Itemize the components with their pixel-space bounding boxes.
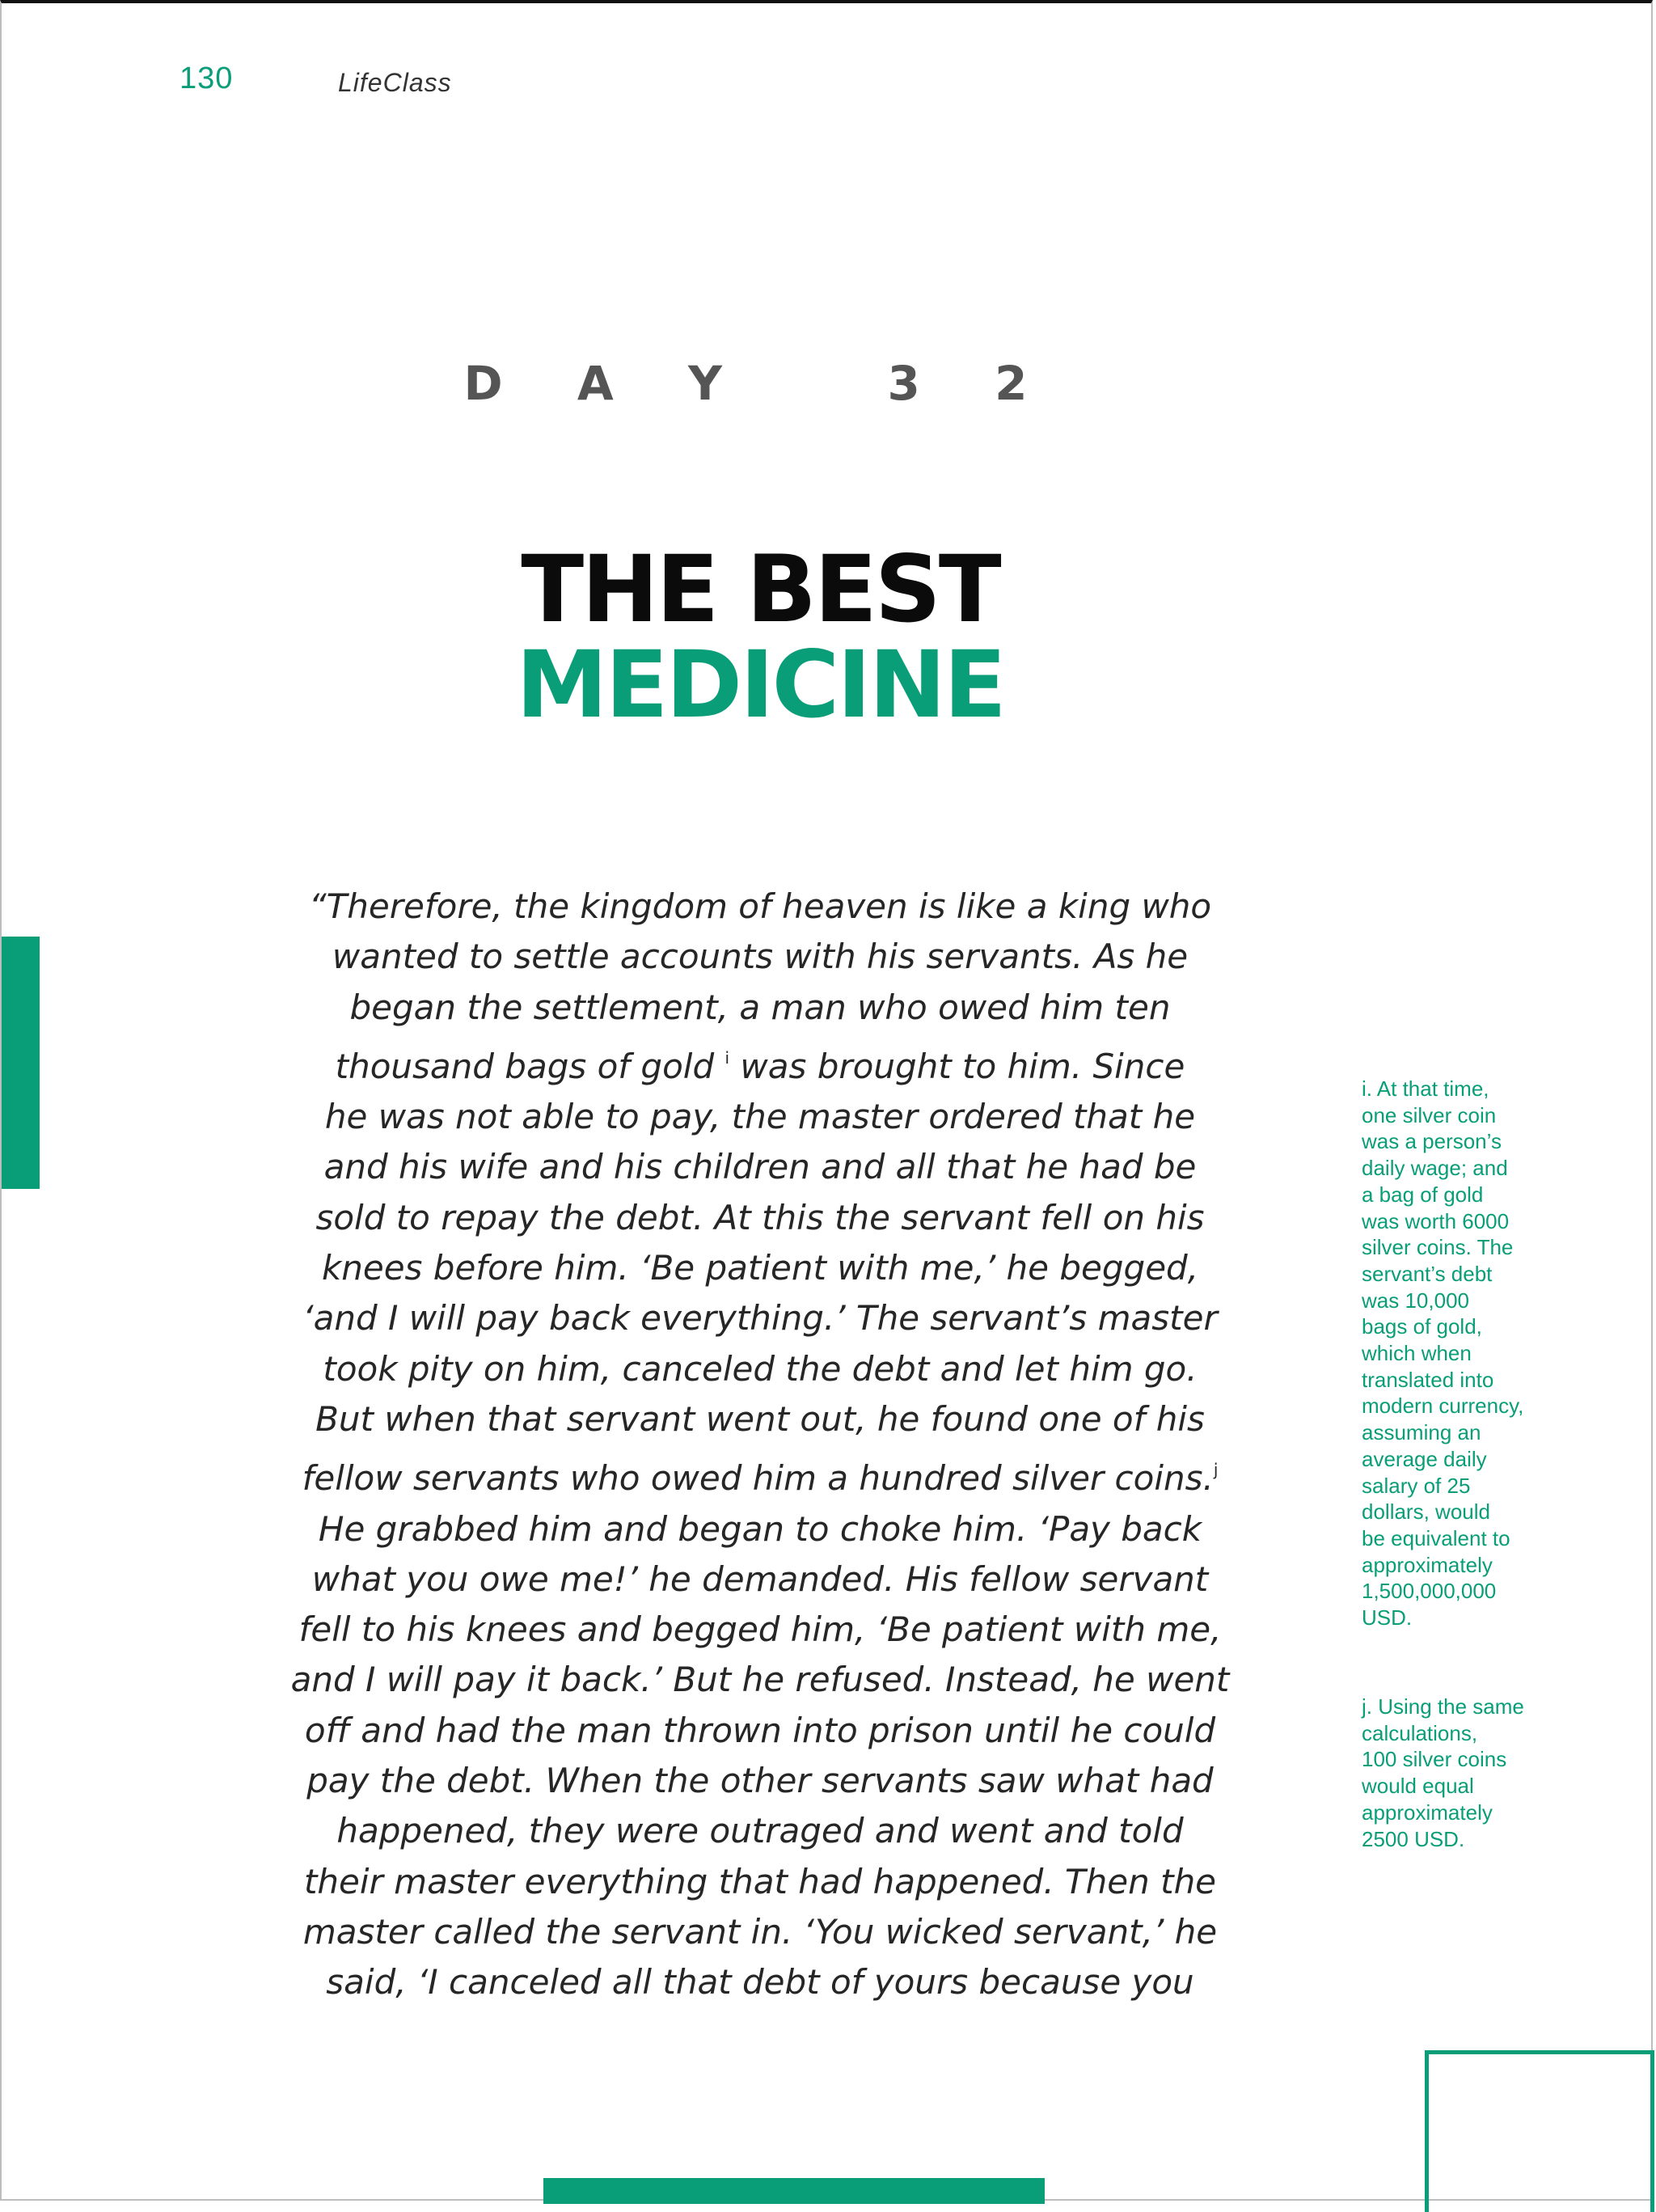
body-line: what you owe me!’ he demanded. His fellow servant bbox=[311, 1559, 1209, 1599]
body-line: wanted to settle accounts with his servants. As he bbox=[332, 937, 1189, 977]
sidenote-line: calculations, bbox=[1362, 1720, 1478, 1745]
sidenote-line: was a person’s bbox=[1362, 1129, 1502, 1154]
body-line: sold to repay the debt. At this the servant fell on his bbox=[315, 1197, 1205, 1237]
sidenote-line: translated into bbox=[1362, 1367, 1494, 1392]
sidenote-line: servant’s debt bbox=[1362, 1261, 1493, 1286]
sidenote-line: 2500 USD. bbox=[1362, 1826, 1465, 1851]
body-line-part: fellow servants who owed him a hundred silver coins. bbox=[302, 1458, 1214, 1499]
body-line: and his wife and his children and all that he had be bbox=[323, 1147, 1197, 1187]
sidenote-line: bags of gold, bbox=[1362, 1314, 1482, 1339]
body-line: knees before him. ‘Be patient with me,’ he begged, bbox=[321, 1248, 1199, 1288]
body-line: and I will pay it back.’ But he refused. Instead, he went bbox=[290, 1660, 1230, 1700]
sidenote-line: assuming an bbox=[1362, 1420, 1481, 1445]
body-line: fell to his knees and begged him, ‘Be patient with me, bbox=[298, 1609, 1222, 1650]
sidenote-line: approximately bbox=[1362, 1552, 1493, 1577]
body-line: took pity on him, canceled the debt and let him go. bbox=[323, 1348, 1198, 1389]
chapter-title bbox=[0, 535, 1520, 738]
footnote-marker-j: j bbox=[1213, 1460, 1219, 1480]
body-line: off and had the man thrown into prison until he could bbox=[304, 1710, 1216, 1750]
body-line: “Therefore, the kingdom of heaven is like a king who bbox=[308, 886, 1212, 926]
title-line-2: MEDICINE bbox=[516, 631, 1004, 738]
body-line-part: was brought to him. Since bbox=[740, 1046, 1185, 1086]
sidenote-line: modern currency, bbox=[1362, 1394, 1524, 1419]
body-line-with-footnote bbox=[283, 1033, 1237, 1092]
corner-frame-decoration bbox=[1425, 2050, 1654, 2212]
left-edge-tab bbox=[2, 937, 40, 1189]
sidenote-line: one silver coin bbox=[1362, 1102, 1497, 1127]
sidenote-line: be equivalent to bbox=[1362, 1525, 1510, 1550]
sidenote-line: was 10,000 bbox=[1362, 1288, 1469, 1313]
sidenote-line: which when bbox=[1362, 1341, 1472, 1366]
sidenote-line: was worth 6000 bbox=[1362, 1208, 1510, 1233]
sidenote-line: a bag of gold bbox=[1362, 1182, 1484, 1207]
sidenote-i bbox=[1362, 1076, 1572, 1631]
sidenote-line: USD. bbox=[1362, 1605, 1413, 1630]
body-line: master called the servant in. ‘You wicked servant,’ he bbox=[302, 1911, 1218, 1952]
body-line: ‘and I will pay back everything.’ The servant’s master bbox=[302, 1298, 1218, 1339]
body-line: began the settlement, a man who owed him ten bbox=[349, 987, 1171, 1027]
bottom-accent-bar bbox=[543, 2178, 1045, 2204]
day-label: D A Y 3 2 bbox=[463, 356, 1057, 411]
sidenote-line: silver coins. The bbox=[1362, 1235, 1514, 1260]
sidenote-line: would equal bbox=[1362, 1774, 1474, 1799]
body-line: He grabbed him and began to choke him. ‘Pay back bbox=[318, 1508, 1202, 1549]
body-line: he was not able to pay, the master ordered that he bbox=[324, 1097, 1196, 1137]
title-line-1: THE BEST bbox=[521, 535, 999, 643]
page-number: 130 bbox=[180, 61, 234, 95]
sidenote-line: daily wage; and bbox=[1362, 1156, 1508, 1181]
body-line: their master everything that had happened. Then the bbox=[303, 1861, 1217, 1901]
sidenote-line: dollars, would bbox=[1362, 1499, 1490, 1525]
sidenote-line: salary of 25 bbox=[1362, 1473, 1471, 1498]
body-line: happened, they were outraged and went and told bbox=[336, 1811, 1184, 1851]
sidenote-line: approximately bbox=[1362, 1800, 1493, 1825]
body-line: pay the debt. When the other servants saw what had bbox=[306, 1761, 1214, 1801]
body-line: But when that servant went out, he found one of his bbox=[315, 1398, 1205, 1439]
body-line-part: thousand bags of gold bbox=[335, 1046, 715, 1086]
footnote-marker-i: i bbox=[724, 1047, 730, 1068]
body-line-with-footnote bbox=[283, 1444, 1237, 1504]
body-line: said, ‘I canceled all that debt of yours because you bbox=[326, 1962, 1194, 2003]
sidenote-line: average daily bbox=[1362, 1446, 1487, 1471]
running-head: LifeClass bbox=[338, 68, 452, 97]
sidenote-line: 1,500,000,000 bbox=[1362, 1579, 1497, 1604]
sidenote-line: 100 silver coins bbox=[1362, 1747, 1507, 1772]
sidenote-line: i. At that time, bbox=[1362, 1076, 1489, 1101]
scripture-passage bbox=[283, 882, 1237, 2008]
sidenote-line: j. Using the same bbox=[1362, 1694, 1524, 1719]
sidenote-j bbox=[1362, 1694, 1572, 1852]
